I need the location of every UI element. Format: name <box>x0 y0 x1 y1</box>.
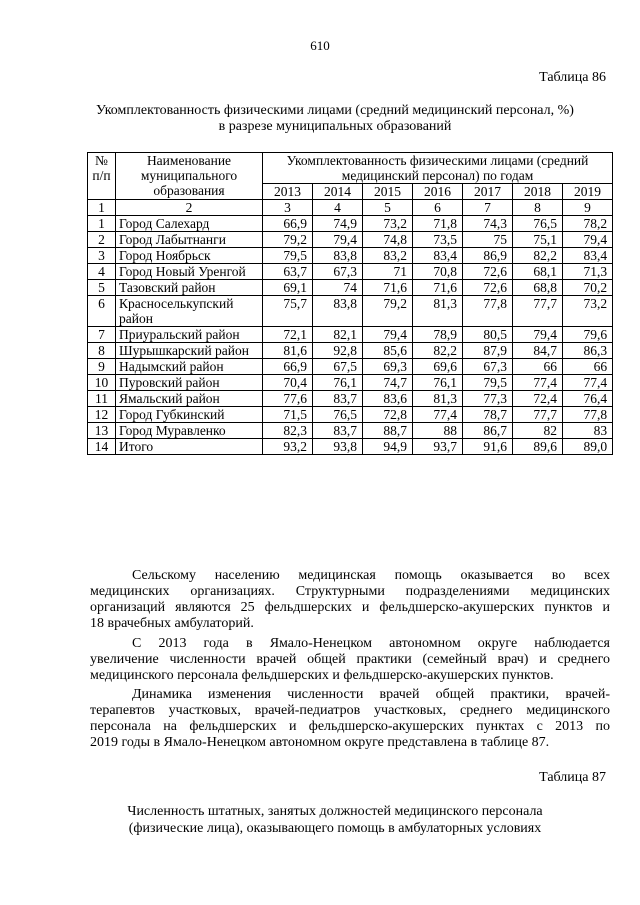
value-cell: 84,7 <box>513 343 563 359</box>
value-cell: 93,7 <box>413 439 463 455</box>
municipality-name: Город Ноябрьск <box>116 248 263 264</box>
row-number: 12 <box>88 407 116 423</box>
value-cell: 83,7 <box>313 391 363 407</box>
value-cell: 86,9 <box>463 248 513 264</box>
header-year: 2014 <box>313 184 363 200</box>
page-number: 610 <box>310 38 330 53</box>
value-cell: 76,4 <box>563 391 613 407</box>
value-cell: 76,1 <box>413 375 463 391</box>
value-cell: 82,3 <box>263 423 313 439</box>
value-cell: 89,6 <box>513 439 563 455</box>
table-87-title-line1: Численность штатных, занятых должностей медицинского персонала <box>127 804 543 819</box>
table-row <box>88 232 613 248</box>
header-year: 2017 <box>463 184 513 200</box>
value-cell: 66 <box>563 359 613 375</box>
header-year: 2015 <box>363 184 413 200</box>
municipality-name: Красноселькупский район <box>116 296 263 327</box>
index-cell: 6 <box>413 200 463 216</box>
value-cell: 79,2 <box>263 232 313 248</box>
index-cell: 1 <box>88 200 116 216</box>
value-cell: 83 <box>563 423 613 439</box>
value-cell: 76,5 <box>513 216 563 232</box>
table-row <box>88 248 613 264</box>
row-number: 5 <box>88 280 116 296</box>
municipality-name: Надымский район <box>116 359 263 375</box>
value-cell: 91,6 <box>463 439 513 455</box>
value-cell: 73,5 <box>413 232 463 248</box>
municipality-name: Город Лабытнанги <box>116 232 263 248</box>
value-cell: 72,8 <box>363 407 413 423</box>
header-year: 2019 <box>563 184 613 200</box>
paragraph-line: 2019 годы в Ямало-Ненецком автономном округе представлена в таблице 87. <box>90 735 550 750</box>
value-cell: 82,2 <box>413 343 463 359</box>
value-cell: 73,2 <box>563 296 613 327</box>
value-cell: 75,1 <box>513 232 563 248</box>
value-cell: 83,2 <box>363 248 413 264</box>
table-header-row <box>88 153 613 184</box>
row-number: 10 <box>88 375 116 391</box>
value-cell: 79,5 <box>263 248 313 264</box>
header-name: Наименование муниципального образования <box>116 153 263 200</box>
table-row <box>88 439 613 455</box>
value-cell: 77,4 <box>563 375 613 391</box>
municipality-name: Тазовский район <box>116 280 263 296</box>
value-cell: 75,7 <box>263 296 313 327</box>
value-cell: 94,9 <box>363 439 413 455</box>
value-cell: 82,1 <box>313 327 363 343</box>
value-cell: 89,0 <box>563 439 613 455</box>
value-cell: 70,8 <box>413 264 463 280</box>
row-number: 1 <box>88 216 116 232</box>
index-cell: 7 <box>463 200 513 216</box>
row-number: 9 <box>88 359 116 375</box>
value-cell: 77,4 <box>513 375 563 391</box>
row-number: 7 <box>88 327 116 343</box>
table-row <box>88 407 613 423</box>
municipality-name: Итого <box>116 439 263 455</box>
row-number: 13 <box>88 423 116 439</box>
paragraph-line: С 2013 года в Ямало-Ненецком автономном округе наблюдается <box>132 636 610 651</box>
value-cell: 87,9 <box>463 343 513 359</box>
value-cell: 79,5 <box>463 375 513 391</box>
row-number: 11 <box>88 391 116 407</box>
value-cell: 69,1 <box>263 280 313 296</box>
value-cell: 71,6 <box>363 280 413 296</box>
value-cell: 93,8 <box>313 439 363 455</box>
value-cell: 72,1 <box>263 327 313 343</box>
paragraph-line: терапевтов участковых, врачей-педиатров участковых, среднего медицинского <box>90 703 610 718</box>
paragraph-line: персонала на фельдшерских и фельдшерско-акушерских пунктах с 2013 по <box>90 719 610 734</box>
value-cell: 74,7 <box>363 375 413 391</box>
paragraph-line: Сельскому населению медицинская помощь оказывается во всех <box>132 568 610 583</box>
value-cell: 70,2 <box>563 280 613 296</box>
value-cell: 79,4 <box>363 327 413 343</box>
row-number: 14 <box>88 439 116 455</box>
header-year: 2013 <box>263 184 313 200</box>
value-cell: 77,7 <box>513 296 563 327</box>
value-cell: 92,8 <box>313 343 363 359</box>
header-num: № п/п <box>88 153 116 200</box>
table-86-title-line2: в разрезе муниципальных образований <box>218 119 452 134</box>
table-row <box>88 343 613 359</box>
value-cell: 83,7 <box>313 423 363 439</box>
value-cell: 83,4 <box>563 248 613 264</box>
value-cell: 86,7 <box>463 423 513 439</box>
value-cell: 83,8 <box>313 248 363 264</box>
index-cell: 5 <box>363 200 413 216</box>
paragraph-1 <box>90 568 610 632</box>
value-cell: 72,6 <box>463 264 513 280</box>
row-number: 4 <box>88 264 116 280</box>
paragraph-line: медицинских организациях. Структурными подразделениями медицинских <box>90 584 610 599</box>
municipality-name: Ямальский район <box>116 391 263 407</box>
value-cell: 76,1 <box>313 375 363 391</box>
value-cell: 77,8 <box>463 296 513 327</box>
value-cell: 79,4 <box>513 327 563 343</box>
table-row <box>88 280 613 296</box>
value-cell: 81,6 <box>263 343 313 359</box>
value-cell: 93,2 <box>263 439 313 455</box>
staffing-table <box>87 152 613 455</box>
value-cell: 77,3 <box>463 391 513 407</box>
value-cell: 66,9 <box>263 359 313 375</box>
value-cell: 71 <box>363 264 413 280</box>
value-cell: 79,4 <box>563 232 613 248</box>
value-cell: 83,8 <box>313 296 363 327</box>
value-cell: 66,9 <box>263 216 313 232</box>
value-cell: 81,3 <box>413 391 463 407</box>
value-cell: 77,4 <box>413 407 463 423</box>
table-row <box>88 423 613 439</box>
index-cell: 9 <box>563 200 613 216</box>
value-cell: 73,2 <box>363 216 413 232</box>
table-86-title-line1: Укомплектованность физическими лицами (средний медицинский персонал, %) <box>96 103 574 118</box>
table-87-label: Таблица 87 <box>539 770 606 785</box>
table-row <box>88 375 613 391</box>
row-number: 3 <box>88 248 116 264</box>
value-cell: 88,7 <box>363 423 413 439</box>
value-cell: 74,8 <box>363 232 413 248</box>
paragraph-line: Динамика изменения численности врачей общей практики, врачей- <box>132 687 610 702</box>
table-87-title <box>60 803 610 837</box>
row-number: 8 <box>88 343 116 359</box>
table-row <box>88 391 613 407</box>
value-cell: 76,5 <box>313 407 363 423</box>
value-cell: 85,6 <box>363 343 413 359</box>
value-cell: 74,9 <box>313 216 363 232</box>
row-number: 6 <box>88 296 116 327</box>
municipality-name: Город Муравленко <box>116 423 263 439</box>
value-cell: 78,2 <box>563 216 613 232</box>
value-cell: 79,6 <box>563 327 613 343</box>
value-cell: 81,3 <box>413 296 463 327</box>
value-cell: 67,3 <box>463 359 513 375</box>
value-cell: 66 <box>513 359 563 375</box>
municipality-name: Город Новый Уренгой <box>116 264 263 280</box>
index-cell: 4 <box>313 200 363 216</box>
table-row <box>88 264 613 280</box>
table-row <box>88 327 613 343</box>
municipality-name: Город Губкинский <box>116 407 263 423</box>
value-cell: 83,4 <box>413 248 463 264</box>
index-cell: 8 <box>513 200 563 216</box>
value-cell: 79,2 <box>363 296 413 327</box>
value-cell: 77,6 <box>263 391 313 407</box>
value-cell: 70,4 <box>263 375 313 391</box>
index-cell: 2 <box>116 200 263 216</box>
paragraph-2 <box>90 636 610 684</box>
value-cell: 82,2 <box>513 248 563 264</box>
paragraph-line: 18 врачебных амбулаторий. <box>90 616 254 631</box>
value-cell: 78,9 <box>413 327 463 343</box>
value-cell: 63,7 <box>263 264 313 280</box>
municipality-name: Шурышкарский район <box>116 343 263 359</box>
municipality-name: Приуральский район <box>116 327 263 343</box>
value-cell: 74 <box>313 280 363 296</box>
municipality-name: Пуровский район <box>116 375 263 391</box>
value-cell: 68,1 <box>513 264 563 280</box>
value-cell: 69,6 <box>413 359 463 375</box>
value-cell: 83,6 <box>363 391 413 407</box>
value-cell: 75 <box>463 232 513 248</box>
header-group: Укомплектованность физическими лицами (средний медицинский персонал) по годам <box>263 153 613 184</box>
value-cell: 78,7 <box>463 407 513 423</box>
table-index-row <box>88 200 613 216</box>
value-cell: 80,5 <box>463 327 513 343</box>
value-cell: 67,5 <box>313 359 363 375</box>
index-cell: 3 <box>263 200 313 216</box>
header-year: 2018 <box>513 184 563 200</box>
value-cell: 82 <box>513 423 563 439</box>
value-cell: 72,6 <box>463 280 513 296</box>
value-cell: 69,3 <box>363 359 413 375</box>
paragraph-3 <box>90 687 610 751</box>
value-cell: 86,3 <box>563 343 613 359</box>
value-cell: 88 <box>413 423 463 439</box>
value-cell: 77,8 <box>563 407 613 423</box>
value-cell: 72,4 <box>513 391 563 407</box>
table-row <box>88 359 613 375</box>
value-cell: 74,3 <box>463 216 513 232</box>
municipality-name: Город Салехард <box>116 216 263 232</box>
header-year: 2016 <box>413 184 463 200</box>
value-cell: 71,6 <box>413 280 463 296</box>
value-cell: 67,3 <box>313 264 363 280</box>
paragraph-line: организаций являются 25 фельдшерских и фельдшерско-акушерских пунктов и <box>90 600 610 615</box>
value-cell: 71,3 <box>563 264 613 280</box>
value-cell: 77,7 <box>513 407 563 423</box>
row-number: 2 <box>88 232 116 248</box>
value-cell: 71,5 <box>263 407 313 423</box>
table-row <box>88 216 613 232</box>
value-cell: 79,4 <box>313 232 363 248</box>
table-row <box>88 296 613 327</box>
table-86-title <box>60 103 610 135</box>
value-cell: 71,8 <box>413 216 463 232</box>
table-87-title-line2: (физические лица), оказывающего помощь в амбулаторных условиях <box>128 821 542 836</box>
paragraph-line: медицинского персонала фельдшерских и фельдшерско-акушерских пунктов. <box>90 668 554 683</box>
value-cell: 68,8 <box>513 280 563 296</box>
table-86-label: Таблица 86 <box>539 70 606 85</box>
paragraph-line: увеличение численности врачей общей практики (семейный врач) и среднего <box>90 652 610 667</box>
